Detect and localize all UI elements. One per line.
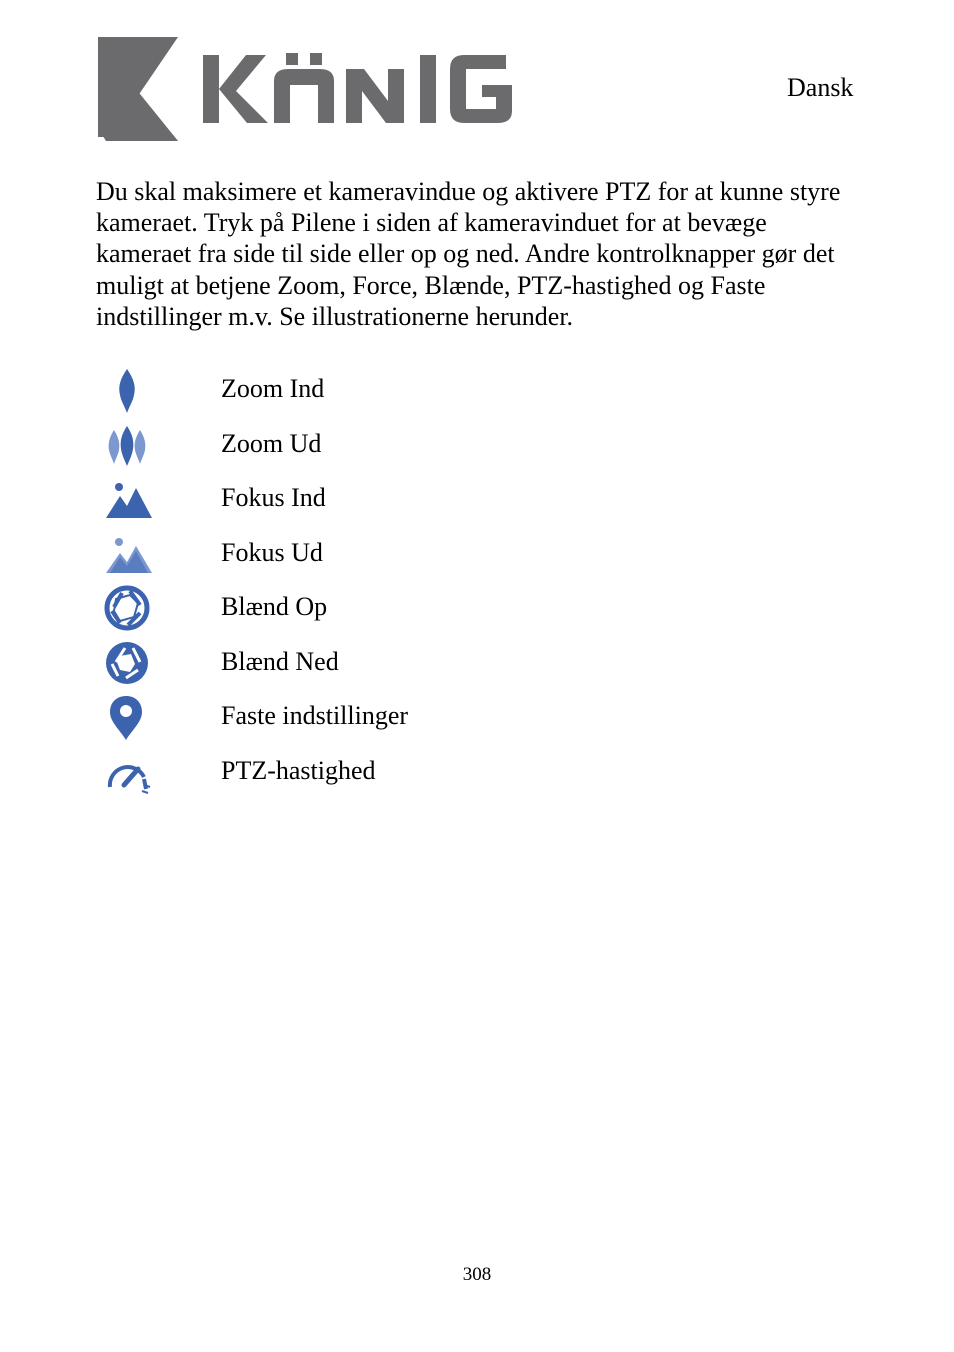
focus-out-icon xyxy=(100,529,152,579)
legend-row-focus-out xyxy=(96,527,596,582)
legend-label: PTZ-hastighed xyxy=(221,755,376,785)
legend-row-preset xyxy=(96,690,596,745)
focus-in-icon xyxy=(100,474,152,524)
legend-label: Zoom Ud xyxy=(221,428,322,458)
legend-label: Fokus Ud xyxy=(221,537,323,567)
page-number: 308 xyxy=(462,1264,492,1285)
legend-row-zoom-out xyxy=(96,418,596,473)
preset-pin-icon xyxy=(100,692,152,742)
konig-logo-mark xyxy=(98,33,518,145)
legend-row-iris-close xyxy=(96,636,596,691)
legend-row-focus-in xyxy=(96,472,596,527)
language-label: Dansk xyxy=(787,73,854,102)
control-icon-legend xyxy=(96,363,596,799)
iris-close-icon xyxy=(100,638,152,688)
zoom-in-icon xyxy=(100,365,152,415)
legend-label: Faste indstillinger xyxy=(221,701,409,730)
legend-label: Blænd Ned xyxy=(221,646,339,676)
legend-row-ptz-speed xyxy=(96,745,596,800)
legend-row-iris-open xyxy=(96,581,596,636)
konig-logo xyxy=(98,33,518,145)
intro-paragraph: Du skal maksimere et kameravindue og aktivere PTZ for at kunne styre kameraet. Tryk på Pilene i siden af kameravinduet for at bevæge kameraet fra side til side eller op og ned. Andre kontrolknapper gør det muligt at betjene Zoom, Force, Blænde, PTZ-hastighed og Faste indstillinger m.v. Se illustrationerne herunder. xyxy=(96,177,841,331)
legend-label: Blænd Op xyxy=(221,592,328,621)
ptz-speed-gauge-icon xyxy=(100,747,152,797)
legend-label: Fokus Ind xyxy=(221,483,326,512)
legend-row-zoom-in xyxy=(96,363,596,418)
zoom-out-icon xyxy=(100,420,152,470)
iris-open-icon xyxy=(100,583,152,633)
legend-label: Zoom Ind xyxy=(221,374,325,403)
